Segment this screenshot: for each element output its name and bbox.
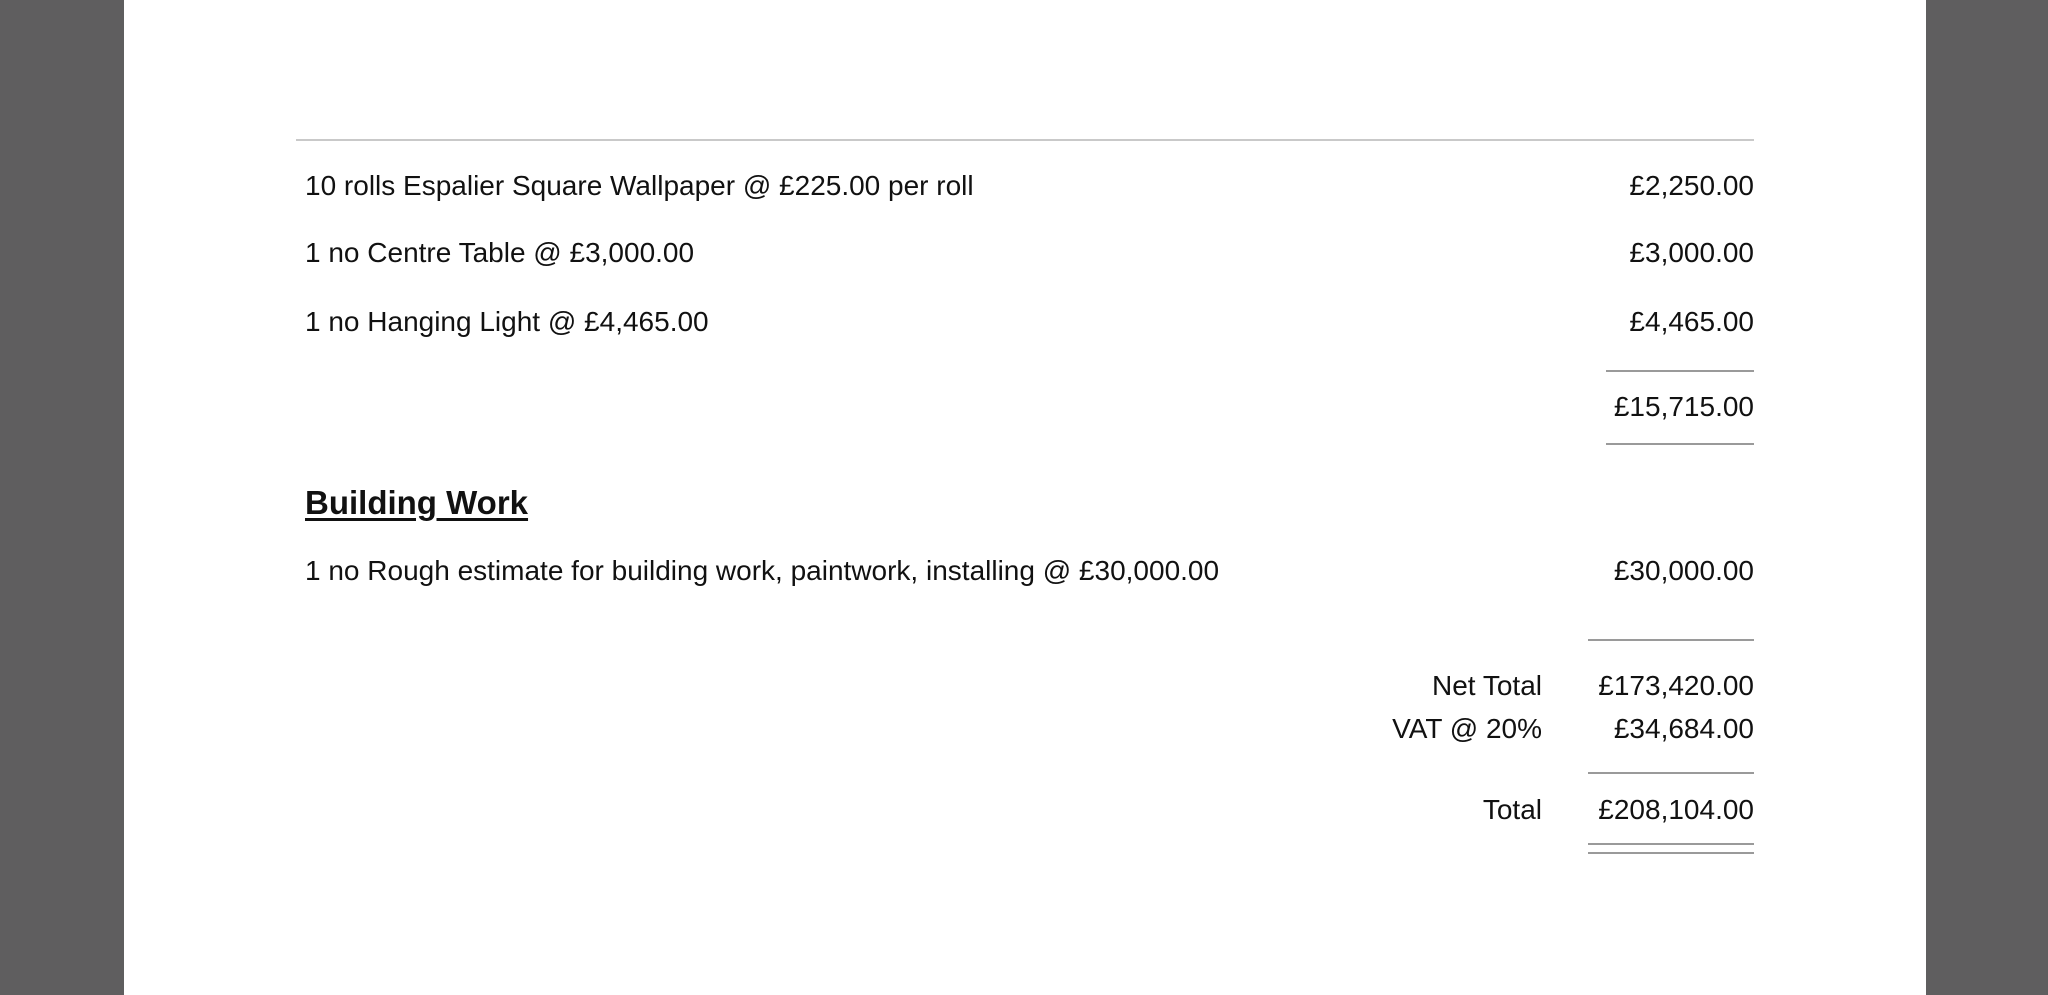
top-divider (296, 139, 1754, 141)
grand-total-label: Total (1482, 794, 1542, 825)
line-item-amount: £3,000.00 (1629, 237, 1754, 268)
document-page (124, 0, 1926, 995)
line-item-description: 1 no Centre Table @ £3,000.00 (305, 237, 695, 268)
line-item-amount: £4,465.00 (1629, 306, 1754, 337)
net-total-label: Net Total (1432, 670, 1542, 701)
subtotal-amount: £15,715.00 (1613, 391, 1754, 422)
line-item (305, 168, 1754, 204)
line-item (305, 235, 1754, 271)
vat-value: £34,684.00 (1613, 713, 1754, 744)
net-total-top-rule (1588, 639, 1754, 641)
vat-label: VAT @ 20% (1392, 713, 1542, 744)
line-item (305, 304, 1754, 340)
section-heading-building-work: Building Work (305, 484, 529, 521)
total-top-rule (1588, 772, 1754, 774)
total-double-rule-lower (1588, 852, 1754, 854)
net-total-row (1324, 668, 1754, 704)
line-item-description: 1 no Rough estimate for building work, paintwork, installing @ £30,000.00 (305, 555, 1220, 586)
grand-total-row (1324, 792, 1754, 828)
total-double-rule-upper (1588, 843, 1754, 845)
subtotal-bottom-rule (1606, 443, 1754, 445)
line-item-amount: £30,000.00 (1613, 555, 1754, 586)
net-total-value: £173,420.00 (1598, 670, 1754, 701)
subtotal-top-rule (1606, 370, 1754, 372)
grand-total-value: £208,104.00 (1598, 794, 1754, 825)
line-item-description: 1 no Hanging Light @ £4,465.00 (305, 306, 709, 337)
line-item (305, 553, 1754, 589)
vat-row (1324, 711, 1754, 747)
line-item-amount: £2,250.00 (1629, 170, 1754, 201)
line-item-description: 10 rolls Espalier Square Wallpaper @ £225.00 per roll (305, 170, 974, 201)
